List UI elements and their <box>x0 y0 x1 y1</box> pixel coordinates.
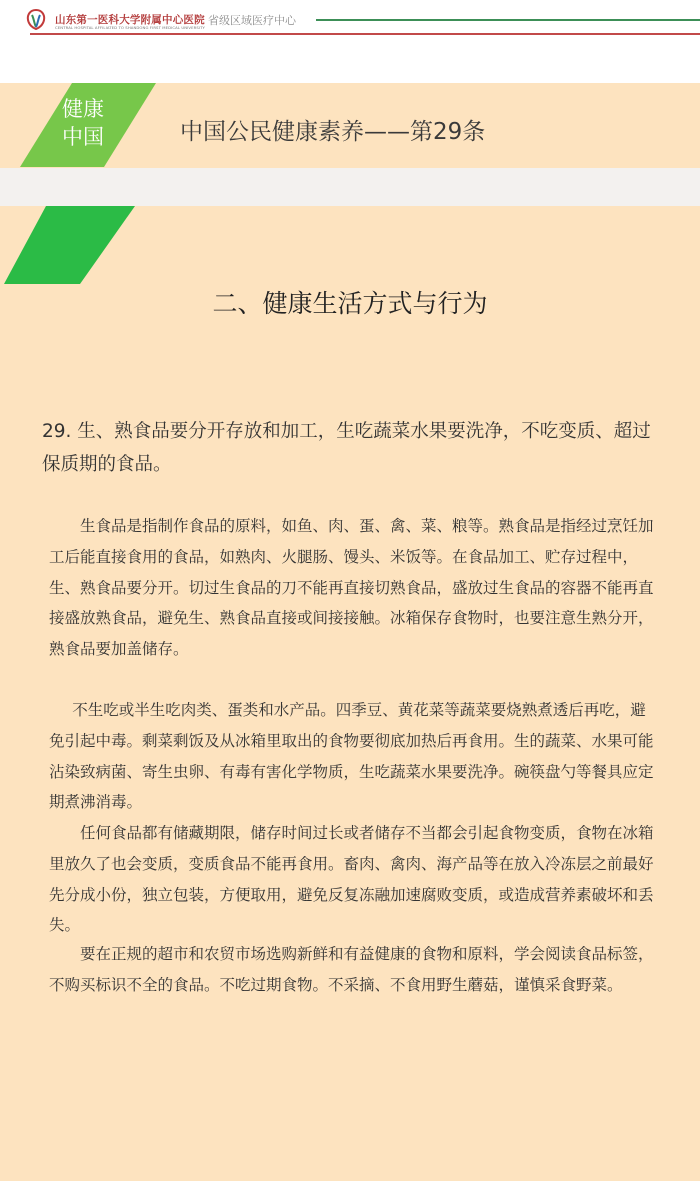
badge-line-1: 健康 <box>62 97 104 121</box>
page-title: 中国公民健康素养——第29条 <box>180 119 486 145</box>
paragraph-3: 任何食品都有储藏期限，储存时间过长或者储存不当都会引起食物变质，食物在冰箱里放久了也会变质，变质食品不能再食用。畜肉、禽肉、海产品等在放入冷冻层之前最好先分成小份，独立包装，方便取用，避免反复冻融加速腐败变质，或造成营养素破坏和丢失。 <box>49 824 654 935</box>
hospital-logo-icon <box>24 7 48 31</box>
paragraph-1: 生食品是指制作食品的原料，如鱼、肉、蛋、禽、菜、粮等。熟食品是指经过烹饪加工后能直接食用的食品，如熟肉、火腿肠、馒头、米饭等。在食品加工、贮存过程中，生、熟食品要分开。切过生食品的刀不能再直接切熟食品，盛放过生食品的容器不能再直接盛放熟食品，避免生、熟食品直接或间接接触。冰箱保存食物时，也要注意生熟分开，熟食品要加盖储存。 <box>49 517 654 659</box>
badge-text <box>62 95 122 151</box>
paragraph-4: 要在正规的超市和农贸市场选购新鲜和有益健康的食物和原料，学会阅读食品标签，不购买标识不全的食品。不吃过期食物。不采摘、不食用野生蘑菇，谨慎采食野菜。 <box>49 945 654 994</box>
header-divider-green <box>316 19 700 21</box>
hospital-name: 山东第一医科大学附属中心医院 <box>55 14 205 26</box>
green-stripe-decoration <box>0 206 140 286</box>
header-subtitle: 省级区域医疗中心 <box>208 14 296 27</box>
badge-line-2: 中国 <box>62 125 104 149</box>
paragraph-2: 不生吃或半生吃肉类、蛋类和水产品。四季豆、黄花菜等蔬菜要烧熟煮透后再吃，避免引起中毒。剩菜剩饭及从冰箱里取出的食物要彻底加热后再食用。生的蔬菜、水果可能沾染致病菌、寄生虫卵、有毒有害化学物质，生吃蔬菜水果要洗净。碗筷盘勺等餐具应定期煮沸消毒。 <box>49 701 654 812</box>
grey-divider-band <box>0 168 700 206</box>
hospital-name-en: CENTRAL HOSPITAL AFFILIATED TO SHANDONG FIRST MEDICAL UNIVERSITY <box>55 25 205 30</box>
header-divider-red <box>30 33 700 35</box>
top-header <box>0 0 700 83</box>
section-heading: 二、健康生活方式与行为 <box>212 289 488 318</box>
article-lead: 29. 生、熟食品要分开存放和加工，生吃蔬菜水果要洗净，不吃变质、超过保质期的食品。 <box>42 421 651 475</box>
